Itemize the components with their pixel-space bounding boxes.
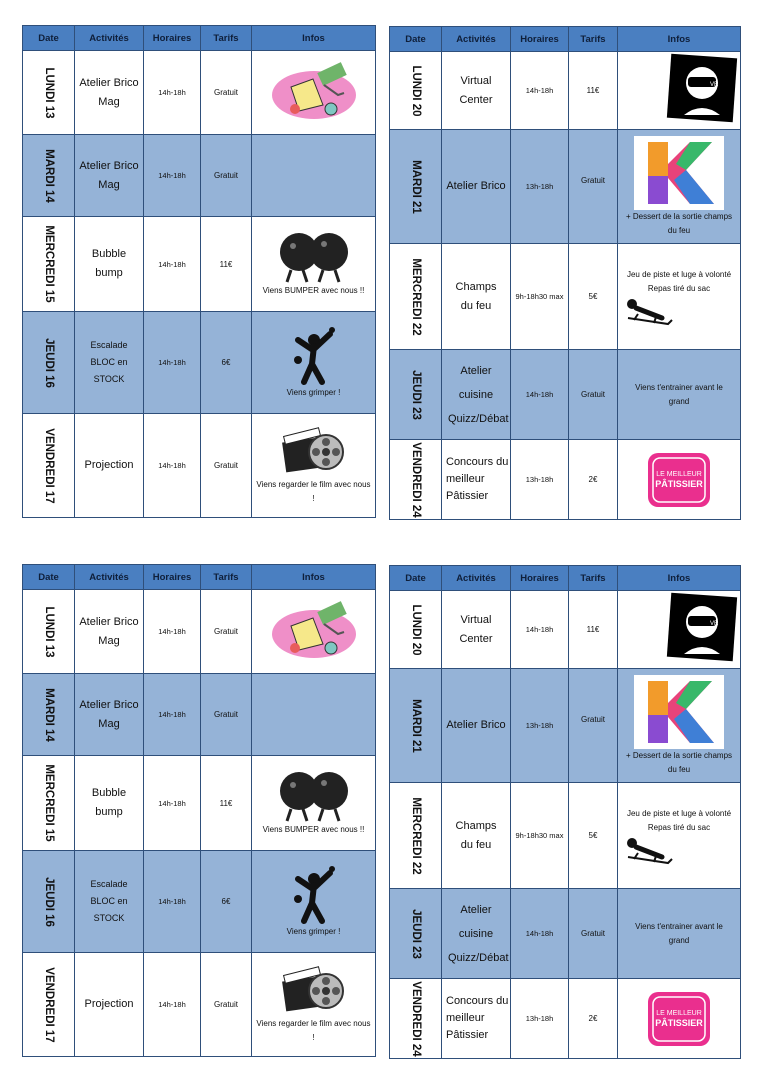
hours-cell: 14h-18h — [144, 851, 201, 953]
day-cell: MARDI 21 — [390, 669, 442, 783]
table-row — [390, 889, 741, 979]
header-tarifs: Tarifs — [569, 27, 618, 52]
logo-line-1: LE MEILLEUR — [656, 1009, 702, 1017]
info-cell — [252, 312, 376, 414]
sled-icon — [624, 296, 676, 326]
table-row — [390, 350, 741, 440]
day-cell: VENDREDI 17 — [23, 414, 75, 518]
header-horaires: Horaires — [511, 566, 569, 591]
header-infos: Infos — [252, 565, 376, 590]
price-cell: Gratuit — [201, 953, 252, 1057]
info-cell — [252, 756, 376, 851]
day-cell: MARDI 14 — [23, 674, 75, 756]
activity-cell: Concours du meilleur Pâtissier — [442, 440, 511, 520]
activity-cell: Projection — [75, 414, 144, 518]
activity-cell: Concours du meilleur Pâtissier — [442, 979, 511, 1059]
price-cell: Gratuit — [201, 674, 252, 756]
info-text: Viens grimper ! — [286, 387, 341, 397]
price-cell: 11€ — [201, 217, 252, 312]
logo-line-2: PÂTISSIER — [655, 1017, 703, 1028]
logo-line-2: PÂTISSIER — [655, 478, 703, 489]
bubble-bump-icon — [277, 230, 351, 284]
table-row — [23, 674, 376, 756]
table-row — [23, 590, 376, 674]
hours-cell: 14h-18h — [144, 312, 201, 414]
table-row — [390, 52, 741, 130]
info-cell — [252, 135, 376, 217]
info-cell — [618, 591, 741, 669]
info-cell — [252, 590, 376, 674]
day-cell: MERCREDI 15 — [23, 217, 75, 312]
day-cell: LUNDI 13 — [23, 51, 75, 135]
vr-icon — [666, 53, 738, 123]
activity-cell: Bubble bump — [75, 217, 144, 312]
price-cell: 5€ — [569, 244, 618, 350]
hours-cell: 14h-18h — [511, 350, 569, 440]
activity-cell: Atelier Brico — [442, 130, 511, 244]
activity-cell: Virtual Center — [442, 591, 511, 669]
hours-cell: 14h-18h — [144, 217, 201, 312]
activity-cell: Escalade BLOC en STOCK — [75, 851, 144, 953]
price-cell: 6€ — [201, 851, 252, 953]
activity-cell: Champs du feu — [442, 783, 511, 889]
header-activites: Activités — [75, 26, 144, 51]
schedule-table-top-left — [22, 25, 376, 518]
activity-cell: Virtual Center — [442, 52, 511, 130]
price-cell: 11€ — [569, 591, 618, 669]
svg-text:VR: VR — [710, 82, 719, 88]
info-cell — [252, 953, 376, 1057]
hours-cell: 13h-18h — [511, 440, 569, 520]
climber-icon — [286, 865, 342, 925]
info-cell — [252, 217, 376, 312]
price-cell: Gratuit — [201, 51, 252, 135]
info-cell — [618, 669, 741, 783]
price-cell: Gratuit — [201, 590, 252, 674]
info-text: + Dessert de la sortie champs du feu — [625, 750, 733, 774]
info-text: Jeu de piste et luge à volonté — [626, 808, 732, 818]
table-row — [390, 244, 741, 350]
header-activites: Activités — [75, 565, 144, 590]
price-cell: 2€ — [569, 979, 618, 1059]
day-cell: LUNDI 20 — [390, 591, 442, 669]
film-icon — [282, 965, 346, 1017]
activity-cell: Escalade BLOC en STOCK — [75, 312, 144, 414]
patissier-logo-icon — [646, 451, 712, 509]
vr-icon — [666, 592, 738, 662]
info-text-2: Repas tiré du sac — [647, 283, 711, 293]
hours-cell: 13h-18h — [511, 669, 569, 783]
info-text: Jeu de piste et luge à volonté — [626, 269, 732, 279]
header-date: Date — [23, 565, 75, 590]
info-cell — [252, 674, 376, 756]
price-cell: Gratuit — [201, 135, 252, 217]
hours-cell: 14h-18h — [144, 414, 201, 518]
price-cell: 11€ — [201, 756, 252, 851]
hours-cell: 14h-18h — [144, 756, 201, 851]
table-row — [23, 217, 376, 312]
hours-cell: 14h-18h — [144, 953, 201, 1057]
table-row — [390, 591, 741, 669]
hours-cell: 14h-18h — [511, 591, 569, 669]
info-cell — [618, 52, 741, 130]
activity-cell: Atelier cuisine Quizz/Débat — [442, 889, 511, 979]
info-text: Viens grimper ! — [286, 926, 341, 936]
day-cell: JEUDI 16 — [23, 312, 75, 414]
info-cell — [252, 851, 376, 953]
table-row — [23, 953, 376, 1057]
activity-cell: Atelier Brico Mag — [75, 135, 144, 217]
schedule-table-bottom-right — [389, 565, 741, 1059]
crafts-icon — [269, 600, 359, 664]
sled-icon — [624, 835, 676, 865]
info-cell — [618, 783, 741, 889]
header-horaires: Horaires — [511, 27, 569, 52]
activity-cell: Projection — [75, 953, 144, 1057]
patissier-logo-icon — [646, 990, 712, 1048]
hours-cell: 14h-18h — [144, 590, 201, 674]
header-infos: Infos — [252, 26, 376, 51]
info-cell — [618, 889, 741, 979]
price-cell: Gratuit — [201, 414, 252, 518]
day-cell: MERCREDI 22 — [390, 244, 442, 350]
day-cell: MERCREDI 22 — [390, 783, 442, 889]
price-cell: Gratuit — [569, 350, 618, 440]
info-cell — [252, 51, 376, 135]
info-text: Viens regarder le film avec nous ! — [256, 1018, 371, 1042]
price-cell: 6€ — [201, 312, 252, 414]
logo-line-1: LE MEILLEUR — [656, 470, 702, 478]
k-logo-icon — [634, 675, 724, 749]
day-cell: VENDREDI 24 — [390, 979, 442, 1059]
day-cell: MERCREDI 15 — [23, 756, 75, 851]
info-text: Viens regarder le film avec nous ! — [256, 479, 371, 503]
price-cell: 11€ — [569, 52, 618, 130]
info-text: Viens t'entrainer avant le grand — [635, 382, 723, 406]
table-row — [23, 135, 376, 217]
header-date: Date — [390, 27, 442, 52]
header-tarifs: Tarifs — [201, 565, 252, 590]
schedule-table-top-right — [389, 26, 741, 520]
info-text: Viens t'entrainer avant le grand — [635, 921, 723, 945]
hours-cell: 14h-18h — [144, 674, 201, 756]
day-cell: LUNDI 20 — [390, 52, 442, 130]
hours-cell: 14h-18h — [511, 52, 569, 130]
day-cell: LUNDI 13 — [23, 590, 75, 674]
hours-cell: 9h-18h30 max — [511, 244, 569, 350]
price-cell: Gratuit — [569, 889, 618, 979]
svg-text:VR: VR — [710, 621, 719, 627]
activity-cell: Atelier cuisine Quizz/Débat — [442, 350, 511, 440]
day-cell: MARDI 14 — [23, 135, 75, 217]
info-text: Viens BUMPER avec nous !! — [262, 286, 365, 295]
k-logo-icon — [634, 136, 724, 210]
activity-cell: Champs du feu — [442, 244, 511, 350]
activity-cell: Atelier Brico Mag — [75, 590, 144, 674]
info-cell — [618, 130, 741, 244]
activity-cell: Atelier Brico Mag — [75, 51, 144, 135]
header-date: Date — [390, 566, 442, 591]
info-cell — [252, 414, 376, 518]
header-activites: Activités — [442, 27, 511, 52]
hours-cell: 13h-18h — [511, 979, 569, 1059]
table-row — [390, 979, 741, 1059]
activity-cell: Bubble bump — [75, 756, 144, 851]
table-row — [390, 440, 741, 520]
day-cell: MARDI 21 — [390, 130, 442, 244]
table-row — [23, 756, 376, 851]
hours-cell: 13h-18h — [511, 130, 569, 244]
activity-cell: Atelier Brico Mag — [75, 674, 144, 756]
schedule-table-bottom-left — [22, 564, 376, 1057]
info-text-2: Repas tiré du sac — [647, 822, 711, 832]
price-cell: 5€ — [569, 783, 618, 889]
price-cell: Gratuit — [569, 130, 618, 244]
header-activites: Activités — [442, 566, 511, 591]
crafts-icon — [269, 61, 359, 125]
header-horaires: Horaires — [144, 26, 201, 51]
info-cell — [618, 244, 741, 350]
table-row — [23, 414, 376, 518]
hours-cell: 14h-18h — [144, 135, 201, 217]
header-tarifs: Tarifs — [569, 566, 618, 591]
info-cell — [618, 979, 741, 1059]
price-cell: Gratuit — [569, 669, 618, 783]
hours-cell: 14h-18h — [511, 889, 569, 979]
table-row — [23, 851, 376, 953]
day-cell: VENDREDI 17 — [23, 953, 75, 1057]
info-cell — [618, 350, 741, 440]
info-cell — [618, 440, 741, 520]
film-icon — [282, 426, 346, 478]
header-infos: Infos — [618, 27, 741, 52]
table-row — [390, 130, 741, 244]
day-cell: JEUDI 23 — [390, 889, 442, 979]
header-date: Date — [23, 26, 75, 51]
header-horaires: Horaires — [144, 565, 201, 590]
hours-cell: 9h-18h30 max — [511, 783, 569, 889]
header-infos: Infos — [618, 566, 741, 591]
bubble-bump-icon — [277, 769, 351, 823]
hours-cell: 14h-18h — [144, 51, 201, 135]
activity-cell: Atelier Brico — [442, 669, 511, 783]
day-cell: JEUDI 16 — [23, 851, 75, 953]
info-text: Viens BUMPER avec nous !! — [262, 825, 365, 834]
header-tarifs: Tarifs — [201, 26, 252, 51]
price-cell: 2€ — [569, 440, 618, 520]
table-row — [390, 669, 741, 783]
table-row — [390, 783, 741, 889]
info-text: + Dessert de la sortie champs du feu — [625, 211, 733, 235]
table-row — [23, 51, 376, 135]
day-cell: JEUDI 23 — [390, 350, 442, 440]
climber-icon — [286, 326, 342, 386]
day-cell: VENDREDI 24 — [390, 440, 442, 520]
table-row — [23, 312, 376, 414]
